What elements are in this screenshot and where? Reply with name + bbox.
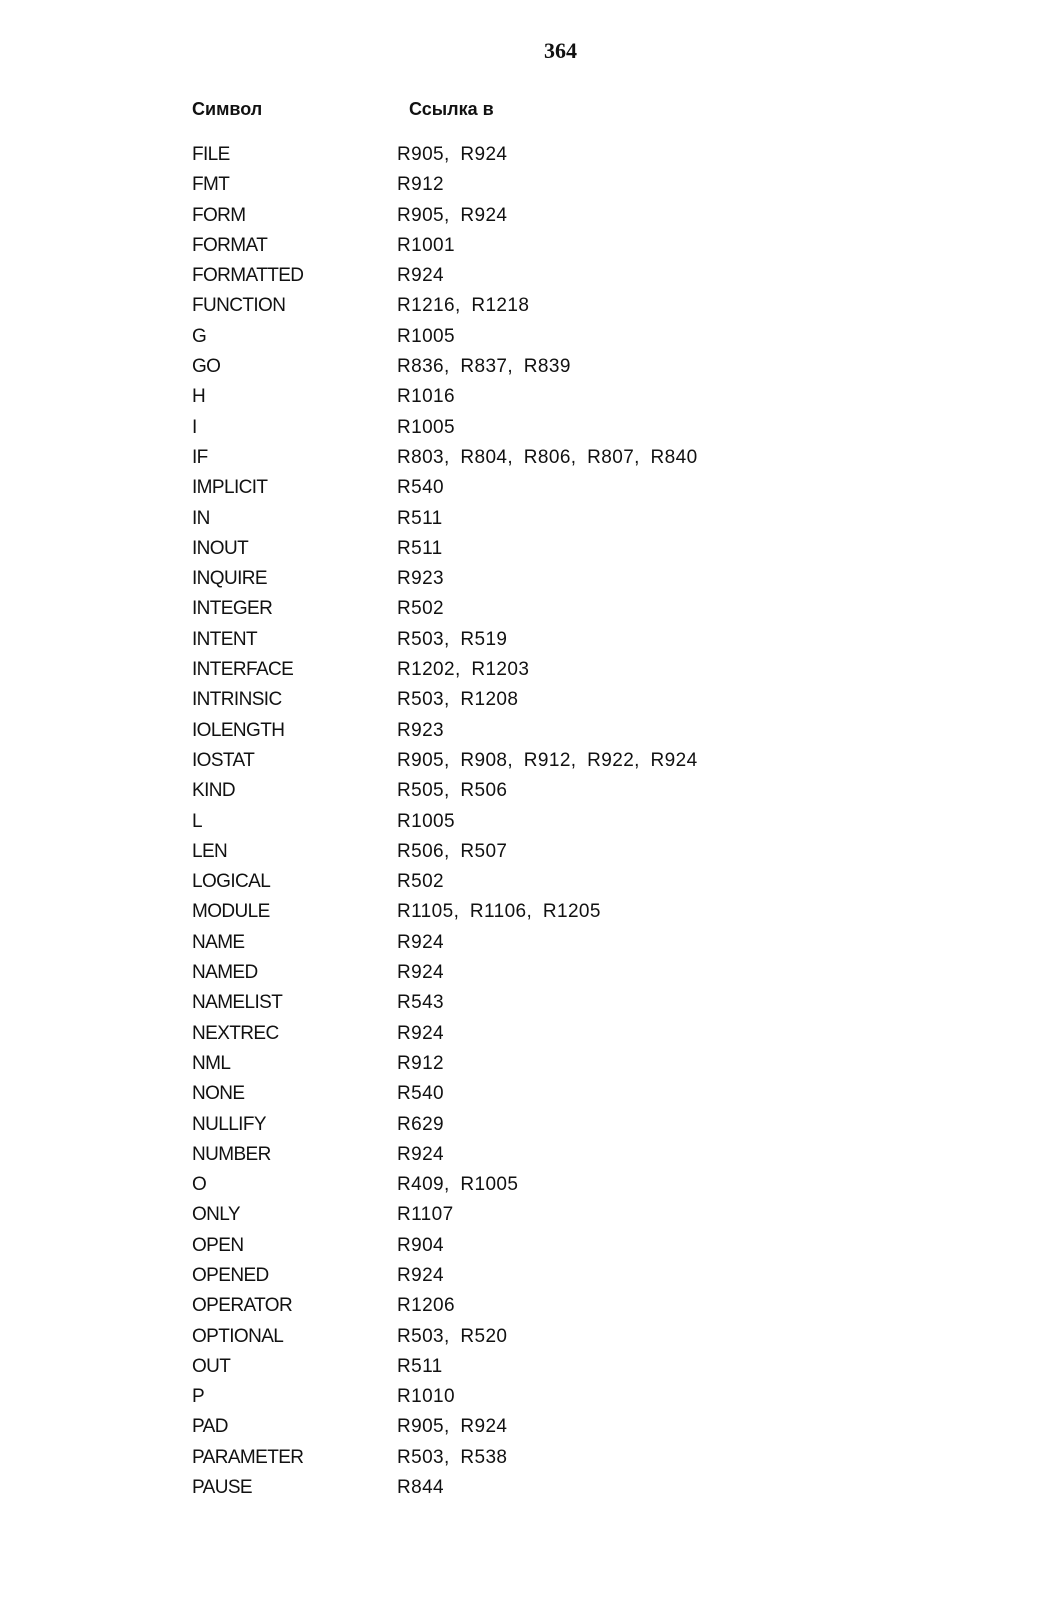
symbol-cell: FUNCTION <box>192 295 286 317</box>
table-row <box>192 1412 812 1442</box>
refs-cell: R905, R924 <box>397 144 508 165</box>
table-row <box>192 1231 812 1261</box>
refs-cell: R503, R520 <box>397 1325 508 1347</box>
symbol-cell: IN <box>192 507 210 529</box>
table-row <box>192 1019 812 1049</box>
symbol-cell: P <box>192 1386 205 1408</box>
table-row <box>192 1200 812 1230</box>
refs-cell: R1016 <box>397 386 455 408</box>
refs-cell: R1107 <box>397 1204 454 1226</box>
symbol-cell: NML <box>192 1052 231 1074</box>
symbol-cell: I <box>192 416 197 438</box>
symbol-cell: IMPLICIT <box>192 477 268 499</box>
refs-cell: R924 <box>397 1264 445 1286</box>
refs-cell: R503, R519 <box>397 628 508 650</box>
symbol-cell: OPTIONAL <box>192 1325 284 1347</box>
refs-cell: R511 <box>397 537 443 559</box>
symbol-cell: PAD <box>192 1416 228 1438</box>
header-symbol: Символ <box>192 99 263 119</box>
table-row <box>192 1443 812 1473</box>
table-row <box>192 958 812 988</box>
refs-cell: R540 <box>397 1083 445 1105</box>
symbol-cell: NUMBER <box>192 1143 271 1165</box>
table-row <box>192 291 812 321</box>
symbol-cell: INTRINSIC <box>192 689 282 711</box>
refs-cell: R924 <box>397 931 445 953</box>
table-row <box>192 1079 812 1109</box>
refs-cell: R912 <box>397 1052 445 1074</box>
refs-cell: R905, R908, R912, R922, R924 <box>397 749 698 771</box>
symbol-cell: NAMED <box>192 962 258 984</box>
symbol-cell: OUT <box>192 1355 231 1377</box>
table-row <box>192 897 812 927</box>
symbol-cell: NEXTREC <box>192 1022 279 1044</box>
refs-cell: R505, R506 <box>397 780 508 802</box>
table-row <box>192 1473 812 1503</box>
refs-cell: R502 <box>397 871 445 893</box>
refs-cell: R924 <box>397 962 445 984</box>
refs-cell: R1216, R1218 <box>397 295 530 317</box>
symbol-cell: FORM <box>192 204 246 226</box>
table-row <box>192 928 812 958</box>
symbol-cell: G <box>192 325 207 347</box>
refs-cell: R540 <box>397 477 445 499</box>
table-row <box>192 534 812 564</box>
symbol-cell: PAUSE <box>192 1477 253 1499</box>
symbol-cell: NONE <box>192 1083 245 1105</box>
symbol-cell: FORMATTED <box>192 265 304 287</box>
table-row <box>192 413 812 443</box>
refs-cell: R912 <box>397 174 445 196</box>
symbol-cell: INQUIRE <box>192 568 267 590</box>
refs-cell: R543 <box>397 992 445 1014</box>
table-row <box>192 746 812 776</box>
table-row <box>192 170 812 200</box>
table-row <box>192 140 812 170</box>
symbol-cell: INTEGER <box>192 598 273 620</box>
symbol-cell: GO <box>192 356 221 378</box>
symbol-cell: IOSTAT <box>192 749 255 771</box>
refs-cell: R904 <box>397 1234 445 1256</box>
symbol-cell: INTENT <box>192 628 258 650</box>
refs-cell: R836, R837, R839 <box>397 356 571 378</box>
table-row <box>192 322 812 352</box>
symbol-cell: INOUT <box>192 537 249 559</box>
refs-cell: R924 <box>397 1143 445 1165</box>
refs-cell: R905, R924 <box>397 204 508 226</box>
refs-cell: R1005 <box>397 416 455 438</box>
refs-cell: R1105, R1106, R1205 <box>397 901 601 923</box>
table-row <box>192 867 812 897</box>
symbol-table <box>192 140 812 1503</box>
header-refs: Ссылка в <box>409 99 494 119</box>
symbol-cell: OPENED <box>192 1264 269 1286</box>
symbol-cell: FORMAT <box>192 234 268 256</box>
symbol-cell: IOLENGTH <box>192 719 285 741</box>
table-row <box>192 201 812 231</box>
symbol-cell: INTERFACE <box>192 659 294 681</box>
refs-cell: R502 <box>397 598 445 620</box>
table-row <box>192 1322 812 1352</box>
table-row <box>192 1291 812 1321</box>
symbol-cell: L <box>192 810 202 832</box>
refs-cell: R844 <box>397 1477 445 1499</box>
refs-cell: R1010 <box>397 1386 455 1408</box>
refs-cell: R905, R924 <box>397 1416 508 1438</box>
symbol-cell: LEN <box>192 840 228 862</box>
page-number: 364 <box>544 38 577 63</box>
table-row <box>192 655 812 685</box>
symbol-cell: PARAMETER <box>192 1446 304 1468</box>
table-row <box>192 837 812 867</box>
table-row <box>192 352 812 382</box>
table-row <box>192 988 812 1018</box>
refs-cell: R506, R507 <box>397 840 508 862</box>
refs-cell: R924 <box>397 265 445 287</box>
refs-cell: R511 <box>397 507 443 529</box>
refs-cell: R1202, R1203 <box>397 659 530 681</box>
symbol-cell: H <box>192 386 206 408</box>
symbol-cell: FMT <box>192 174 230 196</box>
table-row <box>192 1382 812 1412</box>
table-row <box>192 473 812 503</box>
refs-cell: R923 <box>397 568 445 590</box>
symbol-cell: NAMELIST <box>192 992 283 1014</box>
table-row <box>192 1170 812 1200</box>
table-row <box>192 443 812 473</box>
refs-cell: R803, R804, R806, R807, R840 <box>397 446 698 468</box>
table-row <box>192 1110 812 1140</box>
table-row <box>192 231 812 261</box>
refs-cell: R1206 <box>397 1295 455 1317</box>
table-row <box>192 594 812 624</box>
symbol-cell: O <box>192 1174 207 1196</box>
symbol-cell: MODULE <box>192 901 270 923</box>
refs-cell: R1005 <box>397 810 455 832</box>
table-row <box>192 776 812 806</box>
symbol-cell: NAME <box>192 931 245 953</box>
table-row <box>192 261 812 291</box>
table-row <box>192 1261 812 1291</box>
symbol-cell: ONLY <box>192 1204 240 1226</box>
refs-cell: R923 <box>397 719 445 741</box>
refs-cell: R924 <box>397 1022 445 1044</box>
symbol-cell: KIND <box>192 780 235 802</box>
refs-cell: R1001 <box>397 234 455 256</box>
refs-cell: R511 <box>397 1355 443 1377</box>
symbol-cell: OPERATOR <box>192 1295 293 1317</box>
symbol-cell: IF <box>192 446 208 468</box>
table-row <box>192 1049 812 1079</box>
refs-cell: R503, R538 <box>397 1446 508 1468</box>
refs-cell: R409, R1005 <box>397 1174 519 1196</box>
table-row <box>192 807 812 837</box>
refs-cell: R503, R1208 <box>397 689 519 711</box>
table-row <box>192 1140 812 1170</box>
table-row <box>192 625 812 655</box>
symbol-cell: LOGICAL <box>192 871 271 893</box>
table-row <box>192 716 812 746</box>
table-row <box>192 504 812 534</box>
refs-cell: R629 <box>397 1113 445 1135</box>
symbol-cell: OPEN <box>192 1234 244 1256</box>
table-row <box>192 1352 812 1382</box>
symbol-cell: FILE <box>192 144 230 165</box>
table-row <box>192 564 812 594</box>
symbol-cell: NULLIFY <box>192 1113 266 1135</box>
table-row <box>192 382 812 412</box>
table-row <box>192 685 812 715</box>
refs-cell: R1005 <box>397 325 455 347</box>
